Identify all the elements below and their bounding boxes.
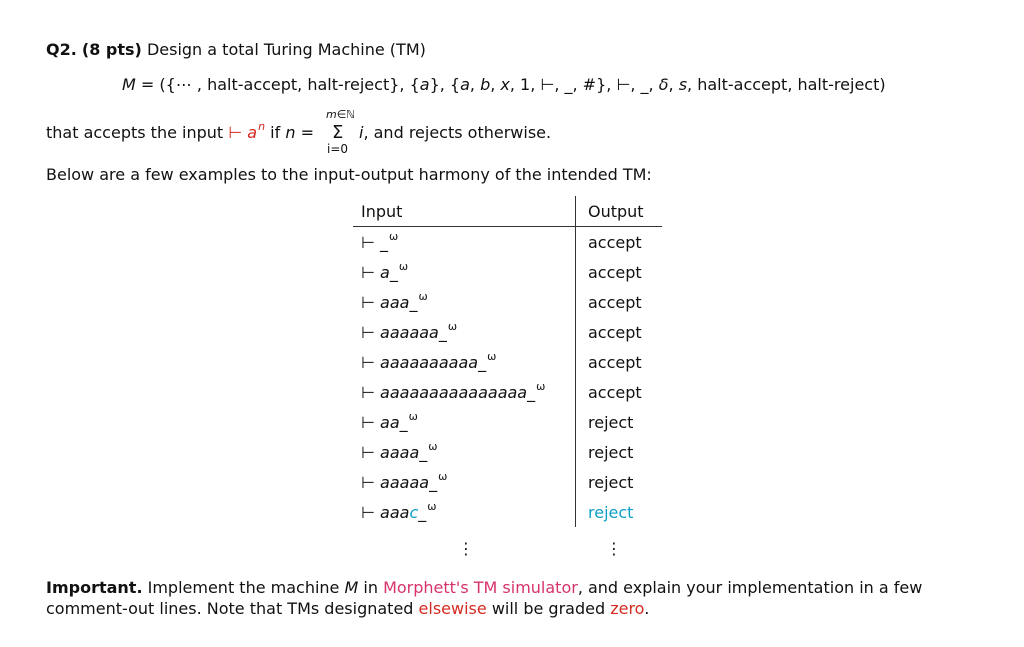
important-zero: zero: [610, 599, 645, 618]
input-blank: _: [429, 472, 438, 492]
input-cell: [353, 347, 576, 377]
machine-definition: [122, 75, 886, 94]
important-label: Important.: [46, 578, 143, 597]
input-blank: _: [438, 322, 447, 342]
input-a-string: aaaaaaaaaaaaaaa: [380, 382, 528, 402]
input-omega: ω: [428, 439, 438, 453]
important-text: , and explain your implementation in a few: [577, 578, 923, 597]
input-blank: _: [418, 502, 427, 522]
input-turnstile: ⊢: [361, 502, 381, 522]
input-omega: ω: [398, 259, 409, 273]
examples-intro: Below are a few examples to the input-output harmony of the intended TM:: [46, 165, 652, 184]
column-header-output: Output: [576, 196, 663, 227]
input-cell: [353, 407, 576, 437]
important-text: comment-out lines. Note that TMs designated: [46, 599, 419, 618]
input-turnstile: ⊢: [361, 292, 381, 312]
input-omega: ω: [536, 379, 546, 393]
summation-upper-bound: m∈ℕ: [326, 108, 356, 121]
input-cell: [353, 497, 576, 527]
definition-symbol: δ: [658, 75, 669, 94]
io-table: [353, 196, 662, 527]
input-cell: [353, 257, 576, 287]
question-heading: [46, 40, 426, 59]
input-a-string: aaa: [380, 292, 410, 312]
acceptance-condition-tail: [359, 123, 551, 142]
condition-text: , and rejects otherwise.: [363, 123, 552, 142]
input-ellipsis: ⋮: [458, 539, 474, 558]
output-cell: reject: [576, 407, 663, 437]
table-row: [353, 287, 662, 317]
input-cell: [353, 227, 576, 258]
table-row: [353, 407, 662, 437]
definition-text: }, {: [429, 75, 461, 94]
definition-text: , 1, ⊢, _, #}, ⊢, _,: [509, 75, 659, 94]
table-row: [353, 437, 662, 467]
definition-symbol: b: [480, 75, 491, 94]
condition-n: n: [285, 123, 296, 142]
input-a-string: aaaaa: [380, 472, 430, 492]
input-turnstile: ⊢: [361, 442, 381, 462]
input-omega: ω: [408, 409, 418, 423]
input-cell: [353, 467, 576, 497]
condition-input-a: a: [247, 123, 258, 142]
column-header-input: Input: [353, 196, 576, 227]
output-cell: reject: [576, 497, 663, 527]
input-turnstile: ⊢: [361, 352, 381, 372]
output-cell: accept: [576, 377, 663, 407]
input-a-string: aaa: [380, 502, 410, 522]
input-a-string: aaaaaaaaaa: [380, 352, 479, 372]
important-machine-symbol: M: [344, 578, 359, 597]
definition-text: = ({⋯ , halt-accept, halt-reject}, {: [135, 75, 420, 94]
definition-text: , halt-accept, halt-reject): [687, 75, 886, 94]
definition-symbol: x: [500, 75, 510, 94]
acceptance-condition: [46, 120, 314, 142]
important-text: will be graded: [486, 599, 611, 618]
definition-text: ,: [490, 75, 501, 94]
table-row: [353, 347, 662, 377]
output-cell: reject: [576, 467, 663, 497]
input-blank: _: [380, 232, 389, 252]
input-blank: _: [478, 352, 487, 372]
important-note-line1: [46, 578, 922, 597]
definition-symbol: a: [460, 75, 470, 94]
input-blank: _: [399, 412, 408, 432]
table-row: [353, 497, 662, 527]
important-text: in: [358, 578, 384, 597]
input-blank: _: [419, 442, 428, 462]
important-text: .: [644, 599, 650, 618]
condition-input-turnstile: ⊢: [228, 123, 248, 142]
input-omega: ω: [438, 469, 448, 483]
important-elsewise: elsewise: [418, 599, 487, 618]
definition-text: ,: [668, 75, 679, 94]
input-a-string: aaaa: [380, 442, 420, 462]
input-turnstile: ⊢: [361, 262, 381, 282]
table-header-row: [353, 196, 662, 227]
summation: [324, 108, 358, 158]
output-ellipsis: ⋮: [606, 539, 622, 558]
table-row: [353, 227, 662, 258]
input-omega: ω: [447, 319, 458, 333]
input-turnstile: ⊢: [361, 232, 381, 252]
table-row: [353, 317, 662, 347]
input-blank: _: [409, 292, 418, 312]
summation-symbol: Σ: [332, 122, 344, 143]
summation-lower-bound: i=0: [327, 142, 349, 156]
input-invalid-symbol: c: [409, 502, 419, 522]
question-points: (8 pts): [81, 40, 142, 59]
condition-input-exponent: n: [258, 120, 266, 133]
machine-symbol: M: [122, 75, 136, 94]
table-row: [353, 377, 662, 407]
definition-symbol: a: [419, 75, 430, 94]
question-title: Design a total Turing Machine (TM): [146, 40, 426, 59]
output-cell: accept: [576, 257, 663, 287]
input-blank: _: [527, 382, 536, 402]
input-turnstile: ⊢: [361, 412, 381, 432]
output-cell: accept: [576, 227, 663, 258]
input-turnstile: ⊢: [361, 382, 381, 402]
table-row: [353, 467, 662, 497]
input-omega: ω: [427, 499, 437, 513]
input-omega: ω: [487, 349, 497, 363]
input-a-string: aa: [380, 412, 400, 432]
input-a-string: aaaaaa: [380, 322, 439, 342]
input-blank: _: [389, 262, 398, 282]
output-cell: reject: [576, 437, 663, 467]
condition-text: that accepts the input: [46, 123, 229, 142]
condition-i: i: [359, 123, 364, 142]
input-cell: [353, 377, 576, 407]
input-cell: [353, 317, 576, 347]
input-turnstile: ⊢: [361, 322, 381, 342]
input-a-string: a: [380, 262, 390, 282]
important-note-line2: [46, 599, 649, 618]
important-text: Implement the machine: [142, 578, 345, 597]
condition-text: if: [265, 123, 286, 142]
simulator-link[interactable]: Morphett's TM simulator: [383, 578, 578, 597]
question-label: Q2.: [46, 40, 77, 59]
definition-text: ,: [469, 75, 481, 94]
table-row: [353, 257, 662, 287]
condition-text: =: [295, 123, 314, 142]
output-cell: accept: [576, 287, 663, 317]
definition-symbol: s: [678, 75, 688, 94]
input-cell: [353, 437, 576, 467]
output-cell: accept: [576, 317, 663, 347]
input-omega: ω: [418, 289, 428, 303]
input-turnstile: ⊢: [361, 472, 381, 492]
input-omega: ω: [389, 229, 399, 243]
output-cell: accept: [576, 347, 663, 377]
input-cell: [353, 287, 576, 317]
